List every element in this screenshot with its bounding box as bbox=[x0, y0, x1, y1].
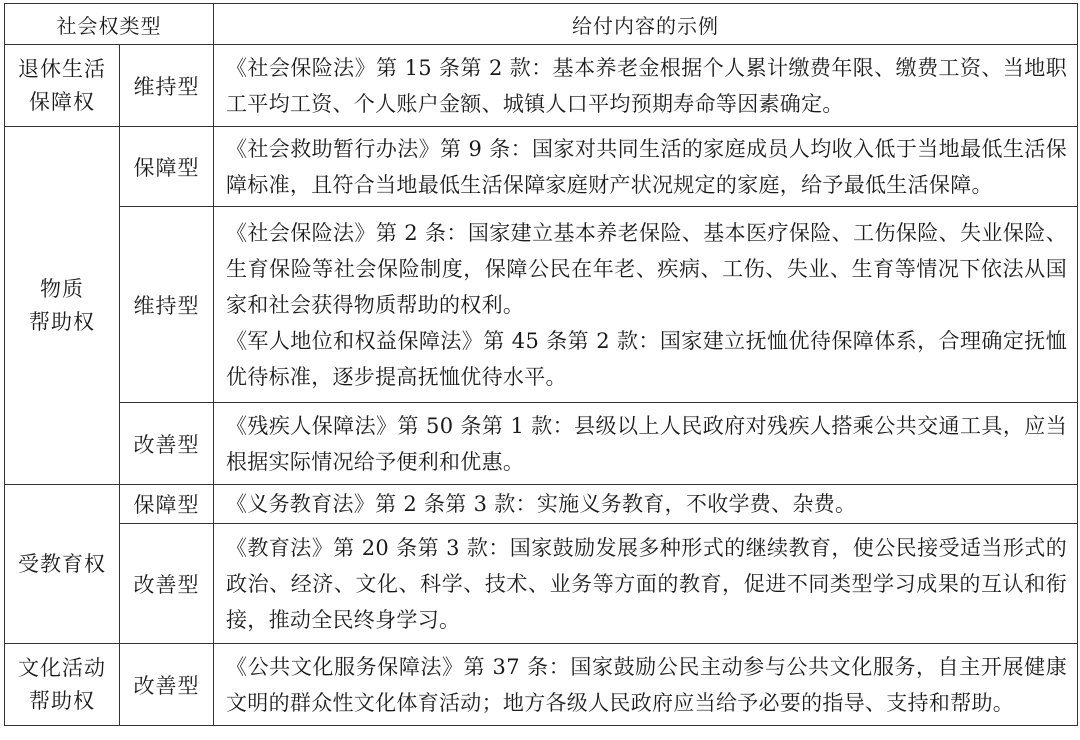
type-cell: 改善型 bbox=[120, 403, 214, 485]
content-paragraph: 《军人地位和权益保障法》第 45 条第 2 款：国家建立抚恤优待保障体系，合理确定抚恤优待标准，逐步提高抚恤优待水平。 bbox=[226, 328, 1067, 389]
category-cell bbox=[5, 644, 120, 726]
content-cell bbox=[214, 403, 1078, 485]
content-paragraph: 《社会救助暂行办法》第 9 条：国家对共同生活的家庭成员人均收入低于当地最低生活保障标准，且符合当地最低生活保障家庭财产状况规定的家庭，给予最低生活保障。 bbox=[226, 136, 1067, 197]
type-cell: 保障型 bbox=[120, 485, 214, 524]
content-cell bbox=[214, 207, 1078, 403]
table-row bbox=[5, 127, 1078, 207]
type-cell: 维持型 bbox=[120, 45, 214, 127]
content-paragraph: 《社会保险法》第 15 条第 2 款：基本养老金根据个人累计缴费年限、缴费工资、当地职工平均工资、个人账户金额、城镇人口平均预期寿命等因素确定。 bbox=[226, 55, 1067, 116]
content-paragraph: 《义务教育法》第 2 条第 3 款：实施义务教育，不收学费、杂费。 bbox=[226, 492, 857, 516]
table-row bbox=[5, 524, 1078, 644]
table-row bbox=[5, 45, 1078, 127]
table-row bbox=[5, 403, 1078, 485]
content-cell bbox=[214, 524, 1078, 644]
category-label-line: 文化活动 bbox=[18, 655, 106, 680]
content-paragraph: 《公共文化服务保障法》第 37 条：国家鼓励公民主动参与公共文化服务，自主开展健康文明的群众性文化体育活动；地方各级人民政府应当给予必要的指导、支持和帮助。 bbox=[226, 654, 1067, 715]
category-label-line: 物质 bbox=[40, 276, 84, 301]
header-content-cell: 给付内容的示例 bbox=[214, 4, 1078, 45]
content-paragraph: 《社会保险法》第 2 条：国家建立基本养老保险、基本医疗保险、工伤保险、失业保险、生育保险等社会保险制度，保障公民在年老、疾病、工伤、失业、生育等情况下依法从国家和社会获得物质帮助的权利。 bbox=[226, 220, 1067, 317]
header-row bbox=[5, 4, 1078, 45]
table-row bbox=[5, 207, 1078, 403]
table-row bbox=[5, 485, 1078, 524]
header-type-cell: 社会权类型 bbox=[5, 4, 214, 45]
content-cell bbox=[214, 644, 1078, 726]
category-label-line: 帮助权 bbox=[29, 688, 95, 713]
category-label-line: 帮助权 bbox=[29, 309, 95, 334]
type-cell: 改善型 bbox=[120, 524, 214, 644]
category-label-line: 保障权 bbox=[29, 89, 95, 114]
content-paragraph: 《残疾人保障法》第 50 条第 1 款：县级以上人民政府对残疾人搭乘公共交通工具，应当根据实际情况给予便利和优惠。 bbox=[226, 413, 1067, 474]
type-cell: 维持型 bbox=[120, 207, 214, 403]
type-cell: 保障型 bbox=[120, 127, 214, 207]
content-paragraph: 《教育法》第 20 条第 3 款：国家鼓励发展多种形式的继续教育，使公民接受适当形式的政治、经济、文化、科学、技术、业务等方面的教育，促进不同类型学习成果的互认和衔接，推动全民终身学习。 bbox=[226, 535, 1067, 632]
category-cell bbox=[5, 127, 120, 485]
category-label-line: 受教育权 bbox=[18, 551, 106, 576]
content-cell bbox=[214, 45, 1078, 127]
category-cell bbox=[5, 45, 120, 127]
category-cell bbox=[5, 485, 120, 644]
table-row bbox=[5, 644, 1078, 726]
content-cell bbox=[214, 127, 1078, 207]
social-rights-table bbox=[4, 3, 1078, 726]
type-cell: 改善型 bbox=[120, 644, 214, 726]
category-label-line: 退休生活 bbox=[18, 56, 106, 81]
content-cell bbox=[214, 485, 1078, 524]
